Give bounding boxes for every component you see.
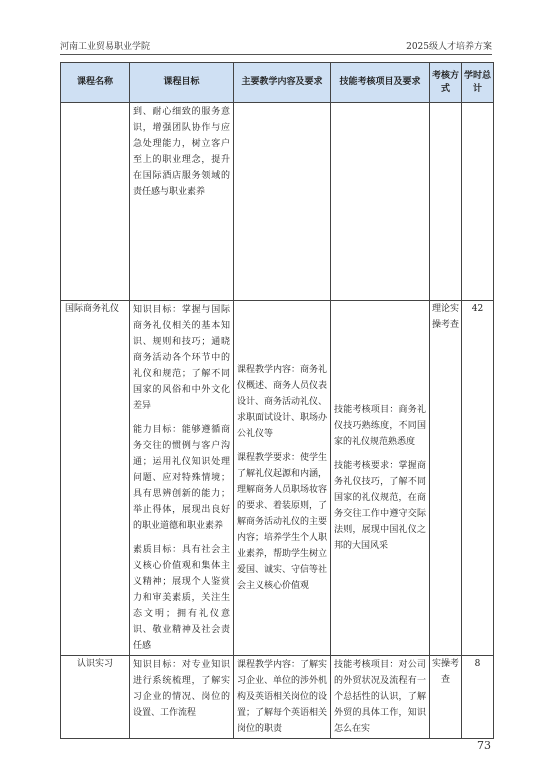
skill-paragraph: 技能考核要求：掌握商务礼仪技巧，了解不同国家的礼仪规范，在商务交往工作中遵守交际法则，展现中国礼仪之邦的大国风采 <box>334 461 426 551</box>
page-number: 73 <box>477 739 491 752</box>
total-hours-cell <box>462 103 494 301</box>
course-goals-cell <box>130 103 234 301</box>
course-table <box>60 62 494 739</box>
content-paragraph: 课程教学内容：商务礼仪概述、商务人员仪表设计、商务活动礼仪、求职面试设计、职场办公礼仪等 <box>237 365 328 439</box>
course-name-cell: 国际商务礼仪 <box>61 301 130 656</box>
goal-paragraph: 知识目标：掌握与国际商务礼仪相关的基本知识、规则和技巧；通晓商务活动各个环节中的礼仪和规范；了解不同国家的风俗和中外文化差异 <box>133 305 230 411</box>
table-header-row <box>61 63 494 103</box>
teaching-content-cell <box>234 103 331 301</box>
column-header: 主要教学内容及要求 <box>234 63 331 103</box>
course-name-cell <box>61 103 130 301</box>
assessment-method-cell: 实操考查 <box>430 656 462 739</box>
table-row <box>61 656 494 739</box>
course-goals-cell <box>130 656 234 739</box>
teaching-content-cell <box>234 656 331 739</box>
teaching-content-cell <box>234 301 331 656</box>
assessment-method-cell <box>430 103 462 301</box>
total-hours-cell: 8 <box>462 656 494 739</box>
course-name-cell: 认识实习 <box>61 656 130 739</box>
skill-assessment-cell <box>331 656 430 739</box>
column-header: 课程名称 <box>61 63 130 103</box>
assessment-method-cell: 理论实操考查 <box>430 301 462 656</box>
skill-assessment-cell <box>331 103 430 301</box>
goal-paragraph: 到、耐心细致的服务意识，增强团队协作与应急处理能力，树立客户至上的职业理念，提升在国际酒店服务领域的责任感与职业素养 <box>133 107 230 197</box>
column-header: 学时总计 <box>462 63 494 103</box>
column-header: 技能考核项目及要求 <box>331 63 430 103</box>
column-header: 课程目标 <box>130 63 234 103</box>
goal-paragraph: 能力目标：能够遵循商务交往的惯例与客户沟通；运用礼仪知识处理问题、应对特殊情境；具有思辨创新的能力；举止得体，展现出良好的职业道德和职业素养 <box>133 425 230 531</box>
course-goals-cell <box>130 301 234 656</box>
table-row <box>61 301 494 656</box>
total-hours-cell: 42 <box>462 301 494 656</box>
goal-paragraph: 知识目标：对专业知识进行系统梳理，了解实习企业的情况、岗位的设置、工作流程 <box>133 660 230 718</box>
content-paragraph: 课程教学要求：使学生了解礼仪起源和内涵，理解商务人员职场妆容的要求、着装原则，了解商务活动礼仪的主要内容；培养学生个人职业素养，帮助学生树立爱国、诚实、守信等社会主义核心价值观 <box>237 453 328 591</box>
goal-paragraph: 素质目标：具有社会主义核心价值观和集体主义精神；展现个人鉴赏力和审美素质，关注生态文明；拥有礼仪意识、敬业精神及社会责任感 <box>133 545 230 651</box>
skill-assessment-cell <box>331 301 430 656</box>
column-header: 考核方式 <box>430 63 462 103</box>
skill-paragraph: 技能考核项目：商务礼仪技巧熟练度，不同国家的礼仪规范熟悉度 <box>334 405 426 447</box>
skill-paragraph: 技能考核项目：对公司的外贸状况及流程有一个总括性的认识，了解外贸的具体工作，知识怎么在实 <box>334 660 426 734</box>
header-plan-title: 2025级人才培养方案 <box>406 42 492 52</box>
header-rule <box>60 54 492 55</box>
content-paragraph: 课程教学内容：了解实习企业、单位的涉外机构及英语相关岗位的设置；了解每个英语相关岗位的职责 <box>237 660 328 734</box>
table-row <box>61 103 494 301</box>
header-school-name: 河南工业贸易职业学院 <box>60 42 151 52</box>
